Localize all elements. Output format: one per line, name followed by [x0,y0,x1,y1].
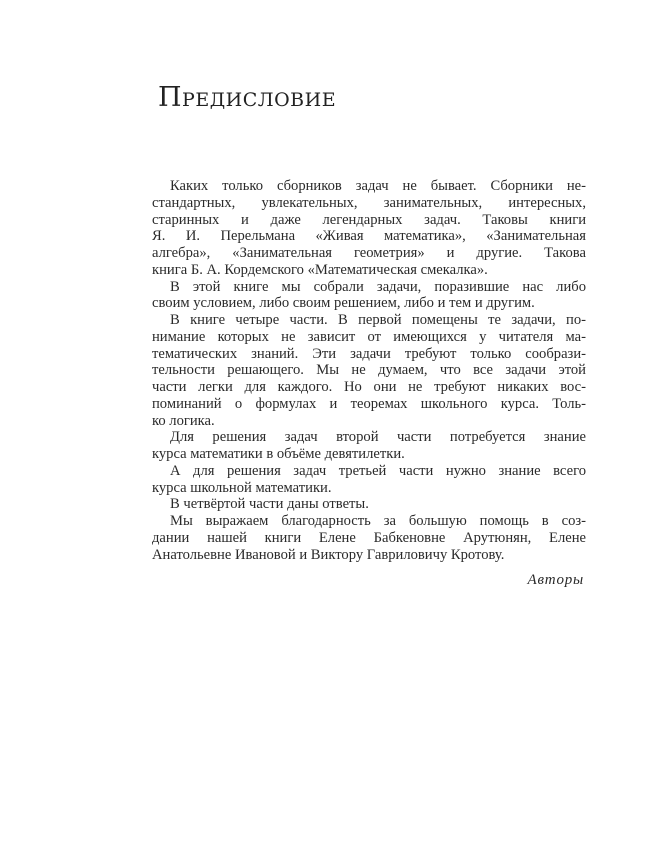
page-title: Предисловие [158,82,337,113]
text-line: нимание которых не зависит от имеющихся у читателя ма- [152,328,586,345]
text-line: тельности решающего. Мы не думаем, что все задачи этой [152,362,586,379]
text-line: курса математики в объёме девятилетки. [152,446,405,462]
text-line: Каких только сборников задач не бывает. Сборники не- [170,178,586,194]
text-line: Для решения задач второй части потребуется знание [170,429,586,446]
text-line: своим условием, либо своим решением, либо и тем и другим. [152,295,535,312]
text-line: В книге четыре части. В первой помещены те задачи, по- [170,312,586,328]
paragraph-4 [152,429,586,463]
text-line: дании нашей книги Елене Бабкеновне Арутюнян, Елене [152,529,586,546]
text-line: ко логика. [152,412,215,429]
text-line: Анатольевне Ивановой и Виктору Гавриловичу Кротову. [152,546,505,563]
text-line: алгебра», «Занимательная геометрия» и другие. Такова [152,245,586,261]
paragraph-2 [152,279,586,313]
text-line: Я. И. Перельмана «Живая математика», «Занимательная [152,228,586,245]
text-line: курса школьной математики. [152,479,332,496]
text-line: стандартных, увлекательных, занимательных, интересных, [152,194,586,211]
text-line: тематических знаний. Эти задачи требуют только сообрази- [152,345,586,362]
text-line: старинных и даже легендарных задач. Таковы книги [152,211,586,228]
text-line: В этой книге мы собрали задачи, поразившие нас либо [170,278,586,295]
paragraph-6 [152,496,586,513]
text-line: части легки для каждого. Но они не требуют никаких вос- [152,379,586,395]
authors-signature: Авторы [527,572,584,588]
preface-body [152,178,586,563]
text-line: поминаний о формулах и теоремах школьного курса. Толь- [152,395,586,412]
paragraph-1 [152,178,586,279]
paragraph-5 [152,463,586,497]
text-line: книга Б. А. Кордемского «Математическая смекалка». [152,261,488,278]
text-line: В четвёртой части даны ответы. [170,496,369,513]
paragraph-3 [152,312,586,429]
text-line: Мы выражаем благодарность за большую помощь в соз- [170,513,586,529]
text-line: А для решения задач третьей части нужно знание всего [170,462,586,479]
paragraph-7 [152,513,586,563]
